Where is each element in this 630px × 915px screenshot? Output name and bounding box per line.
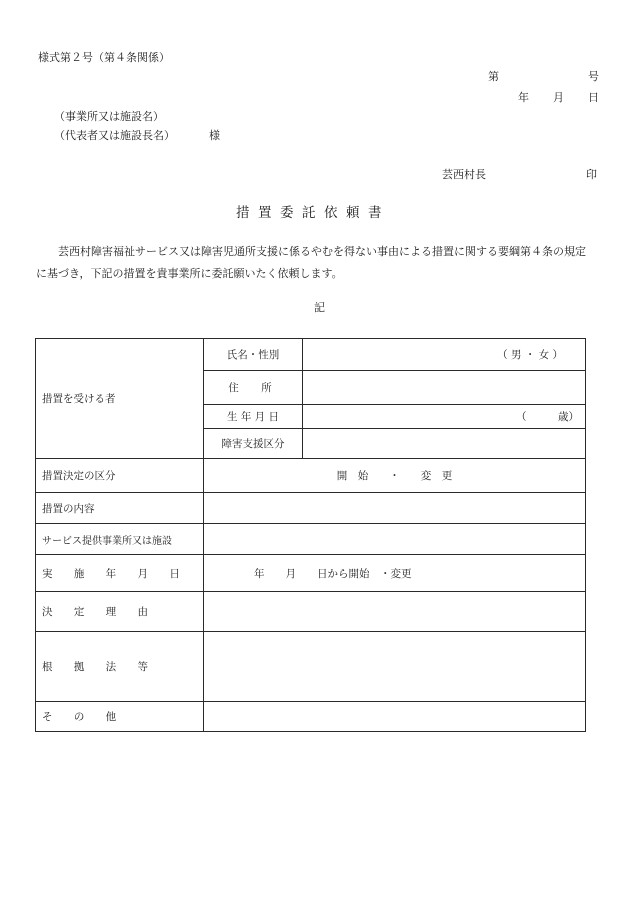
birthdate-field[interactable]: [303, 405, 586, 429]
table-row: [36, 702, 586, 732]
doc-number-prefix: 第: [488, 70, 499, 83]
name-gender-label: 氏名・性別: [204, 339, 303, 371]
table-row: [36, 555, 586, 592]
table-row: [36, 459, 586, 493]
addressee-office: （事業所又は施設名）: [54, 110, 164, 123]
date-day: 日: [588, 91, 599, 104]
reason-field[interactable]: [204, 592, 586, 632]
other-label: そ の 他: [36, 702, 204, 732]
provider-field[interactable]: [204, 524, 586, 555]
addressee-representative: （代表者又は施設長名）: [54, 129, 175, 142]
doc-number-suffix: 号: [588, 70, 599, 83]
recipient-label: 措置を受ける者: [36, 339, 204, 459]
body-text: 芸西村障害福祉サービス又は障害児通所支援に係るやむを得ない事由による措置に関する要綱第４条の規定に基づき，下記の措置を貴事業所に委託願いたく依頼します。: [36, 245, 586, 280]
addressee-honorific: 様: [209, 129, 220, 142]
date-month: 月: [553, 91, 564, 104]
support-category-field[interactable]: [303, 429, 586, 459]
decision-type-label: 措置決定の区分: [36, 459, 204, 493]
reason-label: 決 定 理 由: [36, 592, 204, 632]
decision-type-value: 開 始 ・ 変 更: [336, 470, 453, 482]
form-number: 様式第２号（第４条関係）: [38, 51, 170, 64]
implementation-date-label: 実 施 年 月 日: [36, 555, 204, 592]
address-label: 住 所: [204, 371, 303, 405]
decision-type-field[interactable]: [204, 459, 586, 493]
implementation-date-value: 年 月 日から開始 ・変更: [254, 567, 412, 580]
content-label: 措置の内容: [36, 493, 204, 524]
table-row: [36, 632, 586, 702]
other-field[interactable]: [204, 702, 586, 732]
table-row: [36, 339, 586, 371]
request-form-table: [35, 338, 586, 732]
address-field[interactable]: [303, 371, 586, 405]
table-row: [36, 524, 586, 555]
implementation-date-field[interactable]: [204, 555, 586, 592]
table-row: [36, 493, 586, 524]
name-gender-field[interactable]: [303, 339, 586, 371]
content-field[interactable]: [204, 493, 586, 524]
gender-options: （ 男 ・ 女 ）: [497, 349, 563, 361]
ki-heading: 記: [314, 301, 325, 314]
provider-label: サービス提供事業所又は施設: [36, 524, 204, 555]
table-row: [36, 592, 586, 632]
sender-name: 芸西村長: [442, 168, 486, 181]
basis-field[interactable]: [204, 632, 586, 702]
seal-mark: 印: [586, 168, 597, 181]
age-value: （ 歳）: [516, 411, 579, 423]
birthdate-label: 生 年 月 日: [204, 405, 303, 429]
support-category-label: 障害支援区分: [204, 429, 303, 459]
document-title: 措置委託依頼書: [236, 205, 390, 221]
date-year: 年: [518, 91, 529, 104]
basis-label: 根 拠 法 等: [36, 632, 204, 702]
